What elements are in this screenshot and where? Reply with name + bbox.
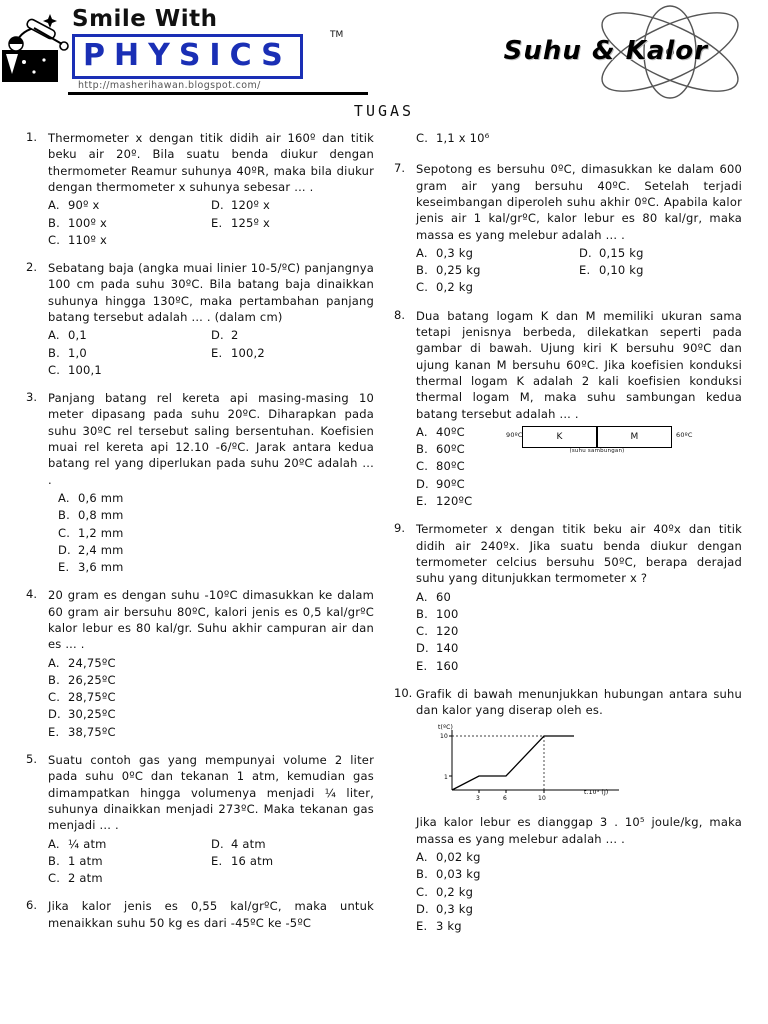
svg-text:10: 10: [440, 733, 449, 741]
option-item[interactable]: [48, 345, 211, 362]
column-left: [26, 130, 374, 946]
option-value: 40ºC: [436, 424, 465, 439]
option-item[interactable]: [211, 345, 374, 362]
option-label: C.: [416, 280, 429, 295]
option-label: B.: [58, 508, 70, 523]
option-item[interactable]: [48, 672, 374, 689]
option-value: 0,25 kg: [436, 263, 481, 278]
option-label: E.: [48, 724, 60, 739]
option-value: 0,8 mm: [78, 508, 124, 523]
bar-caption: (suhu sambungan): [569, 447, 625, 454]
option-label: E.: [416, 658, 428, 673]
bar-left-temperature: 90ºC: [506, 430, 523, 439]
option-value: ¼ atm: [68, 836, 107, 851]
option-item[interactable]: [48, 655, 374, 672]
option-list: [416, 424, 506, 510]
option-label: B.: [416, 606, 428, 621]
option-item[interactable]: [48, 559, 374, 576]
logo-smile-text: Smile With: [72, 6, 218, 32]
option-label: B.: [416, 442, 428, 457]
question-item: [26, 587, 374, 741]
question-item-continuation: [394, 130, 742, 147]
option-value: 0,3 kg: [436, 245, 474, 260]
option-item[interactable]: [211, 853, 374, 870]
question-number: 5.: [26, 751, 37, 766]
option-item[interactable]: [416, 493, 506, 510]
bar-m-label: M: [630, 431, 639, 442]
question-number: 3.: [26, 390, 37, 405]
option-item[interactable]: [416, 279, 579, 296]
option-label: D.: [211, 198, 224, 213]
option-value: 1,1 x 10⁶: [436, 131, 490, 145]
option-label: C.: [416, 459, 429, 474]
option-label: B.: [48, 345, 60, 360]
option-value: 160: [436, 658, 459, 673]
option-value: 1,2 mm: [78, 525, 124, 540]
option-item[interactable]: [416, 589, 742, 606]
question-number: 9.: [394, 521, 405, 536]
option-item[interactable]: [48, 232, 211, 249]
option-value: 60: [436, 589, 452, 604]
option-label: D.: [58, 542, 71, 557]
question-item: [394, 686, 742, 936]
question-item: [26, 390, 374, 576]
option-label: D.: [211, 836, 224, 851]
option-value: 0,02 kg: [436, 850, 481, 865]
option-item[interactable]: [416, 866, 742, 883]
option-label: E.: [58, 560, 70, 575]
banner-title: Suhu & Kalor: [503, 36, 708, 66]
option-value: 120ºC: [436, 493, 473, 508]
option-value: 0,6 mm: [78, 491, 124, 506]
option-label: A.: [48, 836, 60, 851]
option-label: C.: [48, 232, 61, 247]
option-item[interactable]: [416, 623, 742, 640]
option-value: 0,1: [68, 328, 87, 343]
option-label: E.: [211, 853, 223, 868]
option-item[interactable]: [48, 724, 374, 741]
question-number: 1.: [26, 130, 37, 144]
wizard-logo-icon: [0, 10, 76, 86]
option-label: A.: [416, 850, 428, 865]
option-value: 90ºC: [436, 476, 465, 491]
option-value: 0,15 kg: [599, 245, 644, 260]
option-value: 0,2 kg: [436, 280, 474, 295]
sheet-title: TUGAS: [353, 102, 415, 120]
option-item[interactable]: [48, 525, 374, 542]
option-item[interactable]: [416, 458, 506, 475]
option-value: 3 kg: [436, 919, 462, 934]
question-number: [394, 130, 416, 147]
option-label: B.: [48, 215, 60, 230]
option-value: 24,75ºC: [68, 655, 116, 670]
option-item[interactable]: [211, 327, 374, 344]
option-item[interactable]: [416, 658, 742, 675]
question-item: [26, 260, 374, 379]
option-label: C.: [416, 131, 429, 145]
option-label: A.: [416, 245, 428, 260]
option-label: C.: [48, 871, 61, 886]
option-item[interactable]: [48, 689, 374, 706]
question-number: 2.: [26, 260, 37, 275]
question-text: Sebatang baja (angka muai linier 10-5/ºC) panjangnya 100 cm pada suhu 30ºC. Bila batang baja dinaikkan suhunya hingga 130ºC, maka pertambahan panjang batang tersebut adalah ... . (dalam cm): [48, 261, 374, 325]
option-item[interactable]: [48, 853, 211, 870]
option-label: B.: [416, 867, 428, 882]
option-label: D.: [48, 707, 61, 722]
option-value: 2: [231, 328, 239, 343]
question-text: Dua batang logam K dan M memiliki ukuran sama tetapi jenisnya berbeda, dilekatkan seperti pada gambar di bawah. Ujung kiri K bersuhu 90ºC dan ujung kanan M bersuhu 60ºC. Jika koefisien konduksi thermal logam K adalah 2 kali koefisien konduksi thermal logam M, maka suhu sambungan kedua batang tersebut adalah ... .: [416, 308, 742, 421]
option-label: D.: [579, 245, 592, 260]
option-list: [416, 849, 742, 935]
option-label: C.: [416, 624, 429, 638]
option-label: A.: [58, 491, 70, 506]
svg-text:t.10³ (J): t.10³ (J): [584, 789, 609, 797]
metal-bars-box: [522, 426, 672, 448]
option-item[interactable]: [416, 245, 579, 262]
option-value: 4 atm: [231, 836, 266, 851]
option-value: 60ºC: [436, 442, 465, 457]
option-label: D.: [211, 328, 224, 343]
question-item: [26, 898, 374, 931]
option-value: 16 atm: [231, 853, 274, 868]
option-item[interactable]: [211, 197, 374, 214]
option-item[interactable]: [416, 476, 506, 493]
option-label: E.: [579, 263, 591, 278]
option-label: B.: [48, 672, 60, 687]
question-number: 4.: [26, 587, 37, 602]
option-item[interactable]: [416, 262, 579, 279]
option-value: 120: [436, 624, 459, 638]
question-text: Sepotong es bersuhu 0ºC, dimasukkan ke dalam 600 gram air yang bersuhu 40ºC. Setelah terjadi keseimbangan diperoleh suhu akhir 0ºC. Apabila kalor jenis air 1 kal/grºC, kalor lebur es 80 kal/gr, maka massa es yang melebur adalah ... .: [416, 162, 742, 242]
question-text: Termometer x dengan titik beku air 40ºx dan titik didih air 240ºx. Jika suatu benda diukur dengan termometer celcius bersuhu 50ºC, berapa derajad suhu yang ditunjukkan termometer x ?: [416, 522, 742, 586]
option-item[interactable]: [579, 262, 742, 279]
option-value: 100: [436, 606, 459, 621]
svg-text:10: 10: [538, 795, 547, 803]
question-item: [26, 752, 374, 887]
svg-text:1: 1: [444, 774, 449, 782]
option-item[interactable]: [416, 640, 742, 657]
option-item[interactable]: [48, 362, 211, 379]
option-label: B.: [48, 853, 60, 868]
option-value: 38,75ºC: [68, 724, 116, 739]
question-number: 8.: [394, 307, 405, 322]
option-item[interactable]: [48, 706, 374, 723]
option-label: C.: [48, 690, 61, 705]
svg-text:3: 3: [476, 795, 481, 803]
question-item: [394, 308, 742, 511]
option-value: 2,4 mm: [78, 542, 124, 557]
option-item[interactable]: [416, 884, 742, 901]
option-label: A.: [416, 424, 428, 439]
option-label: E.: [416, 919, 428, 934]
question-text: Jika kalor jenis es 0,55 kal/grºC, maka untuk menaikkan suhu 50 kg es dari -45ºC ke -5ºC: [48, 899, 374, 930]
svg-text:6: 6: [503, 795, 508, 803]
bar-k-label: K: [523, 427, 598, 447]
question-text: Panjang batang rel kereta api masing-masing 10 meter dipasang pada suhu 20ºC. Diharapkan pada suhu 30ºC rel tersebut saling bersentuhan. Koefisien muai rel kereta api 12.10 -6/ºC. Jarak antara kedua batang rel yang diperlukan pada suhu 20ºC adalah ... .: [48, 391, 374, 487]
option-item[interactable]: [416, 918, 742, 935]
option-value: 2 atm: [68, 871, 103, 886]
option-item[interactable]: [416, 606, 742, 623]
option-value: 30,25ºC: [68, 707, 116, 722]
option-list: [48, 327, 374, 379]
logo-trademark: TM: [330, 30, 344, 40]
question-item: [26, 130, 374, 249]
option-value: 100º x: [68, 215, 108, 230]
option-value: 90º x: [68, 198, 100, 213]
logo-physics-text: PHYSICS: [72, 34, 303, 79]
option-label: A.: [48, 198, 60, 213]
option-label: E.: [211, 345, 223, 360]
option-label: D.: [416, 476, 429, 491]
option-label: E.: [416, 493, 428, 508]
option-value: 1 atm: [68, 853, 103, 868]
option-label: A.: [416, 589, 428, 604]
option-value: 28,75ºC: [68, 690, 116, 705]
option-label: D.: [416, 641, 429, 656]
option-label: A.: [48, 328, 60, 343]
option-item[interactable]: [579, 245, 742, 262]
option-value: 0,10 kg: [599, 263, 644, 278]
header-divider: [68, 92, 368, 95]
question-number: 6.: [26, 898, 37, 913]
option-value: 100,1: [68, 362, 102, 377]
option-item[interactable]: [416, 849, 742, 866]
option-item[interactable]: [211, 215, 374, 232]
option-value: 1,0: [68, 345, 87, 360]
option-value: 140: [436, 641, 459, 656]
option-value: 120º x: [231, 198, 271, 213]
option-item[interactable]: [416, 130, 742, 147]
option-label: B.: [416, 263, 428, 278]
question-number: 10.: [394, 685, 413, 700]
option-value: 80ºC: [436, 459, 465, 474]
page-header: [0, 0, 768, 100]
option-label: D.: [416, 901, 429, 916]
question-text: Thermometer x dengan titik didih air 160º dan titik beku air 20º. Bila suatu benda diukur dengan thermometer Reamur suhunya 40ºR, maka bila diukur dengan thermometer x suhunya sebesar ... .: [48, 131, 374, 194]
option-item[interactable]: [416, 901, 742, 918]
option-item[interactable]: [48, 197, 211, 214]
option-item[interactable]: [48, 870, 211, 887]
option-label: C.: [416, 884, 429, 899]
option-item[interactable]: [416, 441, 506, 458]
metal-bars-figure: [506, 426, 696, 456]
question-item: [394, 161, 742, 296]
option-item[interactable]: [48, 507, 374, 524]
question-columns: [0, 120, 768, 946]
heating-curve-graph: [434, 724, 644, 810]
option-value: 125º x: [231, 215, 271, 230]
column-right: [394, 130, 742, 946]
option-item[interactable]: [48, 490, 374, 507]
option-list: [48, 655, 374, 741]
svg-text:t(ºC): t(ºC): [438, 724, 454, 732]
logo-url-text: http://masherihawan.blogspot.com/: [78, 80, 261, 91]
option-value: 0,3 kg: [436, 901, 474, 916]
bar-right-temperature: 60ºC: [676, 430, 693, 439]
option-item[interactable]: [416, 424, 506, 441]
option-value: 26,25ºC: [68, 672, 116, 687]
option-value: 100,2: [231, 345, 265, 360]
option-item[interactable]: [48, 327, 211, 344]
option-label: C.: [58, 525, 71, 540]
option-value: 0,03 kg: [436, 867, 481, 882]
option-item[interactable]: [48, 836, 211, 853]
option-list: [48, 836, 374, 888]
question-number: 7.: [394, 161, 405, 176]
option-list: [416, 245, 742, 297]
question-text: 20 gram es dengan suhu -10ºC dimasukkan ke dalam 60 gram air bersuhu 80ºC, kalori jenis es 0,5 kal/grºC kalor lebur es 80 kal/gr. Suhu akhir campuran air dan es ... .: [48, 588, 374, 652]
option-list: [48, 197, 374, 249]
option-list: [48, 490, 374, 576]
question-text: Grafik di bawah menunjukkan hubungan antara suhu dan kalor yang diserap oleh es.: [416, 686, 742, 718]
option-item[interactable]: [211, 836, 374, 853]
question-text: Suatu contoh gas yang mempunyai volume 2 liter pada suhu 0ºC dan tekanan 1 atm, kemudian gas dimampatkan hingga volumenya menjadi ¼ liter, suhunya dinaikkan menjadi 273ºC. Maka tekanan gas menjadi ... .: [48, 752, 374, 833]
option-item[interactable]: [48, 215, 211, 232]
option-value: 0,2 kg: [436, 884, 474, 899]
question-note: Jika kalor lebur es dianggap 3 . 10⁵ joule/kg, maka massa es yang melebur adalah ... .: [416, 815, 742, 846]
question-item: [394, 521, 742, 675]
option-value: 3,6 mm: [78, 560, 124, 575]
option-label: A.: [48, 655, 60, 670]
option-item[interactable]: [48, 542, 374, 559]
option-list: [416, 589, 742, 675]
option-value: 110º x: [68, 232, 108, 247]
option-label: E.: [211, 215, 223, 230]
option-label: C.: [48, 362, 61, 377]
